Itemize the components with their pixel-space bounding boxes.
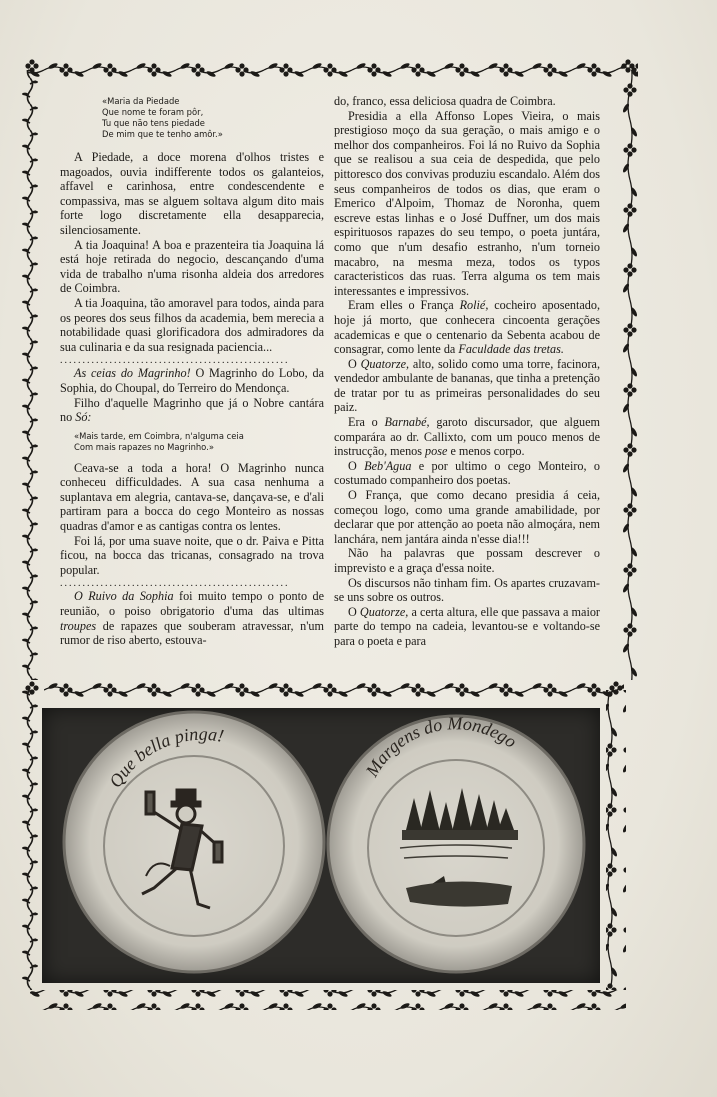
quote-line: «Mais tarde, em Coimbra, n'alguma ceia bbox=[74, 430, 244, 441]
plates-illustration bbox=[42, 708, 600, 983]
quote-line: Tu que não tens piedade bbox=[102, 118, 205, 128]
quote-line: Que nome te foram pôr, bbox=[102, 107, 204, 117]
paragraph-eram-elles bbox=[334, 298, 600, 356]
paragraph-quatorze-2 bbox=[334, 605, 600, 649]
right-column bbox=[334, 94, 600, 649]
paragraph-tia-joaquina-2: A tia Joaquina, tão amoravel para todos, ainda para os peores dos seus filhos da academia, bem merecia a notabilidade quasi glorificadora dos admiradores da sua culinaria e da sua resignada paciencia... bbox=[60, 295, 324, 354]
paragraph-quatorze bbox=[334, 357, 600, 415]
paragraph-franca: O França, que como decano presidia á ceia, começou logo, como uma grande amabilidade, por declarar que por attenção ao poeta não almoçára, nem lanchára, nem jantára ainda n'esse dia!!! bbox=[334, 488, 600, 546]
dots-separator: ................................................... bbox=[60, 578, 290, 590]
mid-quote bbox=[74, 431, 324, 453]
paragraph-ceias bbox=[60, 366, 324, 395]
barnabe-name: Barnabé, bbox=[384, 415, 430, 430]
quatorze2-start: O bbox=[348, 604, 360, 619]
bebagua-text: e por ultimo o cego Monteiro, o costumado companheiro dos poetas. bbox=[334, 458, 600, 488]
paragraph-tia-joaquina: A tia Joaquina! A boa e prazenteira tia Joaquina lá está hoje retirada do negocio, descançando d'uma vida de trabalho n'uma risonha aldeia dos arredores de Coimbra. bbox=[60, 237, 324, 296]
barnabe-end: e menos corpo. bbox=[447, 444, 525, 459]
quatorze-start: O bbox=[348, 356, 361, 371]
quote-line: Com mais rapazes no Magrinho.» bbox=[74, 441, 214, 452]
right-plate-text: Margens do Mondego bbox=[361, 713, 521, 781]
paragraph-continuation: do, franco, essa deliciosa quadra de Coimbra. bbox=[334, 94, 556, 108]
left-column bbox=[60, 94, 324, 648]
bebagua-name: Beb'Agua bbox=[364, 458, 412, 473]
pose-word: pose bbox=[425, 444, 448, 459]
paragraph-piedade: A Piedade, a doce morena d'olhos tristes e magoados, ouvia indifferente todos os galanteios, affavel e carinhosa, entre condescendente e compassiva, mas se alguem soltava algum dito mais forte logo discretamente ella desapparecia, silenciosamente. bbox=[60, 150, 324, 237]
eram-text-mid: cocheiro aposentado, hoje já morto, que conhecera cincoenta gerações academicas e que o centenario da Sebenta acabou de consagrar, como lente da bbox=[334, 298, 601, 357]
barnabe-text: garoto discursador, que alguem comparára ao dr. Callixto, com um pouco menos de instrucção, menos bbox=[334, 415, 600, 459]
dots-separator: ................................................... bbox=[60, 355, 290, 367]
ruivo-text: foi muito tempo o ponto de reunião, o poiso obrigatorio d'uma das ultimas bbox=[60, 589, 324, 619]
paragraph-nao-ha: Não ha palavras que possam descrever o imprevisto e a graça d'essa noite. bbox=[334, 546, 600, 575]
right-plate bbox=[328, 713, 584, 972]
ruivo-heading: O Ruivo da Sophia bbox=[74, 589, 174, 604]
paragraph-discursos: Os discursos não tinham fim. Os apartes cruzavam-se uns sobre os outros. bbox=[334, 575, 600, 605]
quatorze2-text: a certa altura, elle que passava a maior parte do tempo na cadeia, levantou-se e voltando-se para o poeta e para bbox=[334, 604, 600, 648]
quatorze2-name: Quatorze, bbox=[359, 604, 409, 619]
paragraph-ceava: Ceava-se a toda a hora! O Magrinho nunca conheceu difficuldades. A sua casa nenhuma a suplantava em alegria, cantava-se, dançava-se, e d'ali partiram para a bocca do cego Monteiro as nossas quadras d'amor e as cantigas contra os lentes. bbox=[60, 460, 324, 534]
era-start: Era o bbox=[348, 415, 385, 430]
filho-text: Filho d'aquelle Magrinho que já o Nobre cantára no bbox=[60, 395, 324, 425]
paragraph-foi-la: Foi lá, por uma suave noite, que o dr. Paiva e Pitta ficou, na bocca das tricanas, consagrado na trova popular. bbox=[60, 533, 324, 577]
paragraph-bebagua bbox=[334, 459, 600, 488]
ceias-heading: As ceias do Magrinho! bbox=[74, 366, 191, 381]
paragraph-ruivo bbox=[60, 589, 324, 647]
ceias-text: O Magrinho do Lobo, da Sophia, do Choupal, do Terreiro do Mendonça. bbox=[60, 366, 324, 395]
quatorze-name: Quatorze, bbox=[360, 356, 410, 371]
quatorze-text: alto, solido como uma torre, facinora, vendedor ambulante de bananas, que tinha a pretenção de tratar por tu as primeiras personalidades do seu paiz. bbox=[334, 356, 600, 415]
paragraph-presidia: Presidia a ella Affonso Lopes Vieira, o mais prestigioso moço da sua geração, o mais amigo e o melhor dos companheiros. Foi lá no Ruivo da Sophia que se realisou a sua ceia de despedida, que pelo pittoresco dos convivas produziu escandalo. Além dos seus companheiros de todos os dias, que eram o Emerico d'Alpoim, Thomaz de Noronha, quem escreve estas linhas e o José Duffner, um dos mais espirituosos rapazes do seu tempo, o poeta juntára, como que n'um desafio estranho, n'um torneio macabro, na mesma meza, todos os typos caracteristicos das ruas. Terra alguma os tem mais interessantes e impressivos. bbox=[334, 108, 600, 298]
bebagua-start: O bbox=[348, 458, 365, 473]
faculdade-name: Faculdade das tretas. bbox=[458, 342, 564, 357]
rolie-name: Rolié, bbox=[459, 298, 489, 313]
left-plate bbox=[64, 712, 324, 972]
paragraph-barnabe bbox=[334, 415, 600, 459]
paragraph-filho bbox=[60, 396, 324, 425]
quote-line: De mim que te tenho amôr.» bbox=[102, 129, 223, 139]
ruivo-text-end: de rapazes que souberam atravessar, n'um rumor de riso aberto, estouva- bbox=[60, 618, 324, 648]
so-title: Só: bbox=[75, 410, 92, 425]
troupes-word: troupes bbox=[60, 618, 97, 633]
quote-line: «Maria da Piedade bbox=[102, 96, 180, 106]
top-quote bbox=[102, 96, 324, 140]
plates-photograph bbox=[42, 708, 600, 983]
left-plate-text: Que bella pinga! bbox=[105, 723, 226, 792]
eram-text: Eram elles o França bbox=[348, 298, 460, 313]
